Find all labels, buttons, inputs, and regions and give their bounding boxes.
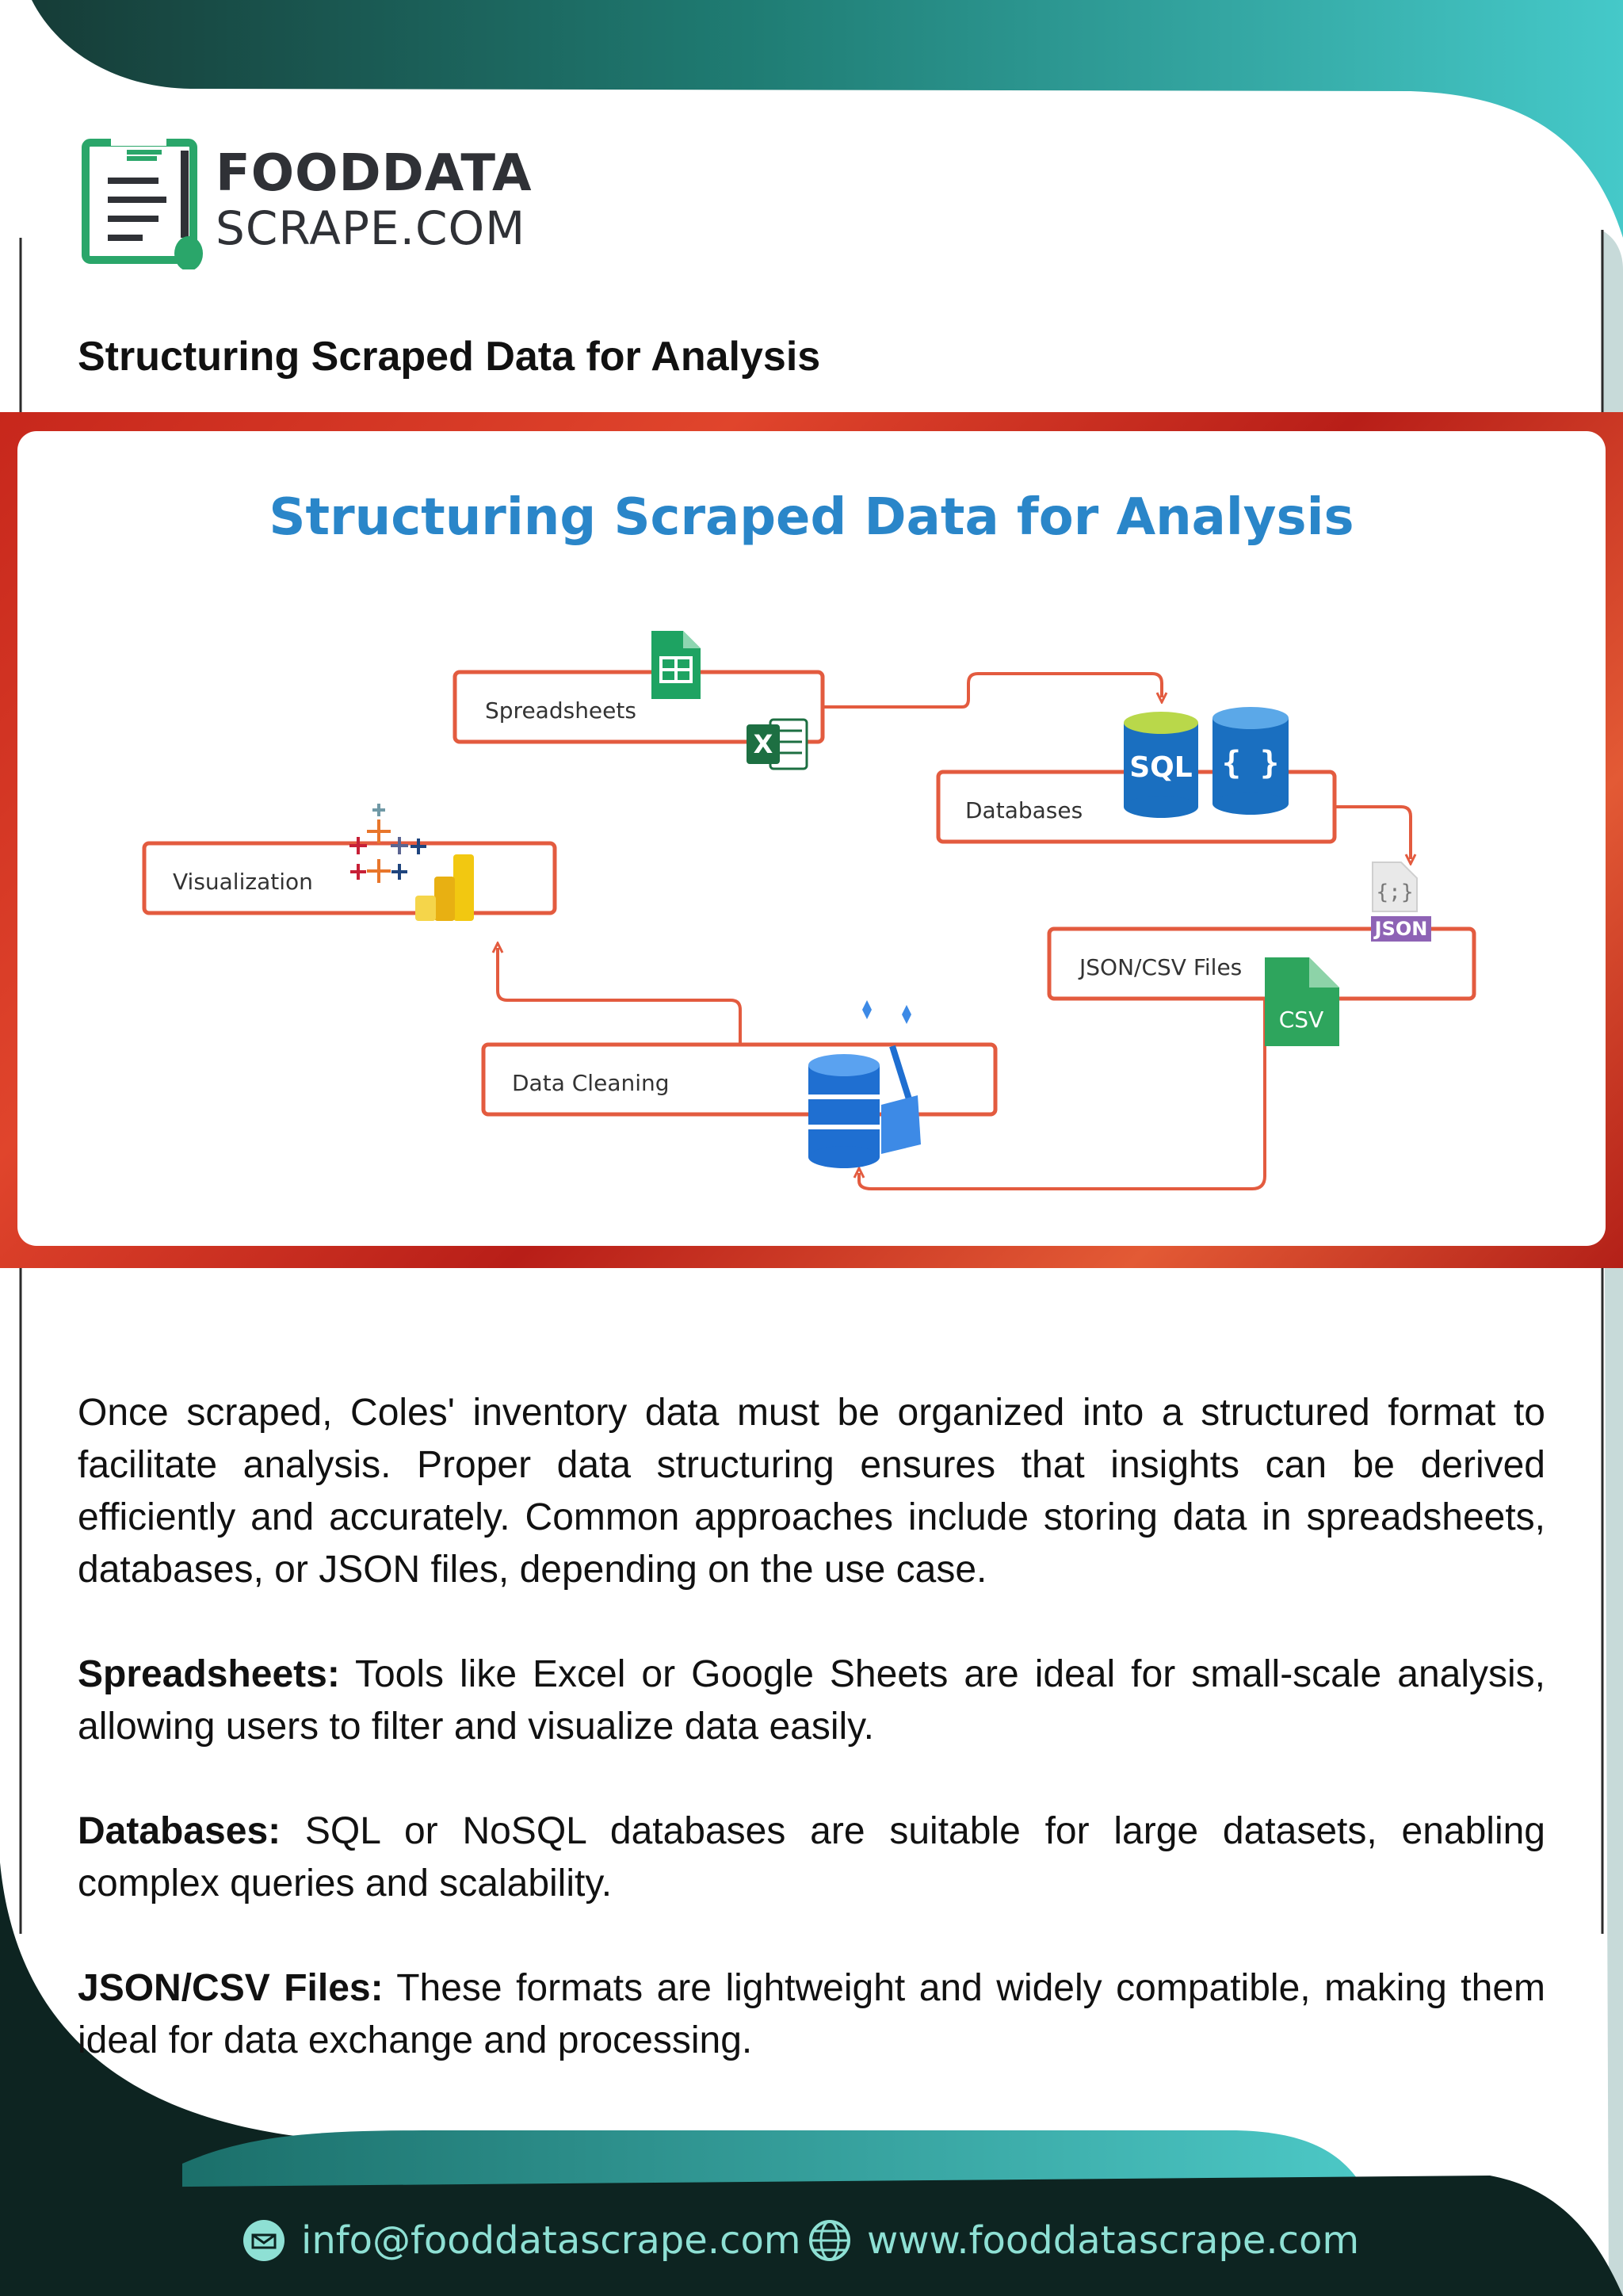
data-flow-diagram xyxy=(17,431,1606,1246)
footer-website-text[interactable]: www.fooddatascrape.com xyxy=(867,2218,1360,2263)
brand-logo xyxy=(79,135,533,269)
node-json-csv-label: JSON/CSV Files xyxy=(1079,954,1243,980)
sql-label: SQL xyxy=(1129,751,1193,784)
item-spreadsheets-label: Spreadsheets: xyxy=(78,1653,340,1695)
excel-icon xyxy=(747,720,807,769)
node-data-cleaning xyxy=(483,1045,995,1114)
node-visualization xyxy=(144,843,555,913)
hero-banner xyxy=(0,412,1623,1268)
footer-website[interactable] xyxy=(808,2213,1359,2268)
sql-database-icon xyxy=(1124,712,1198,818)
csv-badge: CSV xyxy=(1278,1007,1324,1033)
node-databases-label: Databases xyxy=(965,797,1083,823)
json-file-glyph: {;} xyxy=(1376,881,1414,904)
brand-name-top: FOODDATA xyxy=(216,144,533,203)
diagram-card xyxy=(17,431,1606,1246)
footer-email[interactable] xyxy=(242,2213,801,2268)
menu-fork-spoon-icon xyxy=(79,135,206,269)
brand-name-bottom: SCRAPE.COM xyxy=(216,201,526,255)
item-databases xyxy=(78,1805,1545,1910)
intro-paragraph: Once scraped, Coles' inventory data must be organized into a structured format to facilitate analysis. Proper data structuring ensures that insights can be derived efficiently and accurately. Common approaches include storing data in spreadsheets, databases, or JSON files, depending on the use case. xyxy=(78,1392,1545,1591)
google-sheets-icon xyxy=(651,631,701,699)
node-visualization-label: Visualization xyxy=(173,869,313,895)
item-json-csv-label: JSON/CSV Files: xyxy=(78,1967,384,2009)
node-data-cleaning-label: Data Cleaning xyxy=(512,1070,670,1096)
footer-email-text[interactable]: info@fooddatascrape.com xyxy=(301,2218,801,2263)
page-title: Structuring Scraped Data for Analysis xyxy=(78,334,821,380)
database-broom-icon xyxy=(808,1000,921,1168)
arrow-spreadsheets-to-databases xyxy=(823,674,1162,707)
diagram-title: Structuring Scraped Data for Analysis xyxy=(269,488,1354,547)
item-spreadsheets-text: Tools like Excel or Google Sheets are ideal for small-scale analysis, allowing users to filter and visualize data easily. xyxy=(78,1653,1545,1748)
item-json-csv-text: These formats are lightweight and widely compatible, making them ideal for data exchange and processing. xyxy=(78,1967,1545,2061)
item-databases-label: Databases: xyxy=(78,1810,281,1852)
json-badge: JSON xyxy=(1374,918,1428,940)
arrow-databases-to-json xyxy=(1335,807,1411,859)
excel-icon-glyph: X xyxy=(753,729,773,759)
node-spreadsheets-label: Spreadsheets xyxy=(485,697,636,724)
globe-icon xyxy=(808,2219,851,2262)
braces-label: { } xyxy=(1221,745,1280,781)
item-json-csv xyxy=(78,1962,1545,2067)
nosql-database-icon xyxy=(1212,707,1289,815)
item-databases-text: SQL or NoSQL databases are suitable for large datasets, enabling complex queries and scalability. xyxy=(78,1810,1545,1904)
arrow-cleaning-to-visualization xyxy=(498,948,740,1045)
item-spreadsheets xyxy=(78,1648,1545,1753)
json-file-icon xyxy=(1371,862,1431,942)
email-icon xyxy=(242,2219,285,2262)
